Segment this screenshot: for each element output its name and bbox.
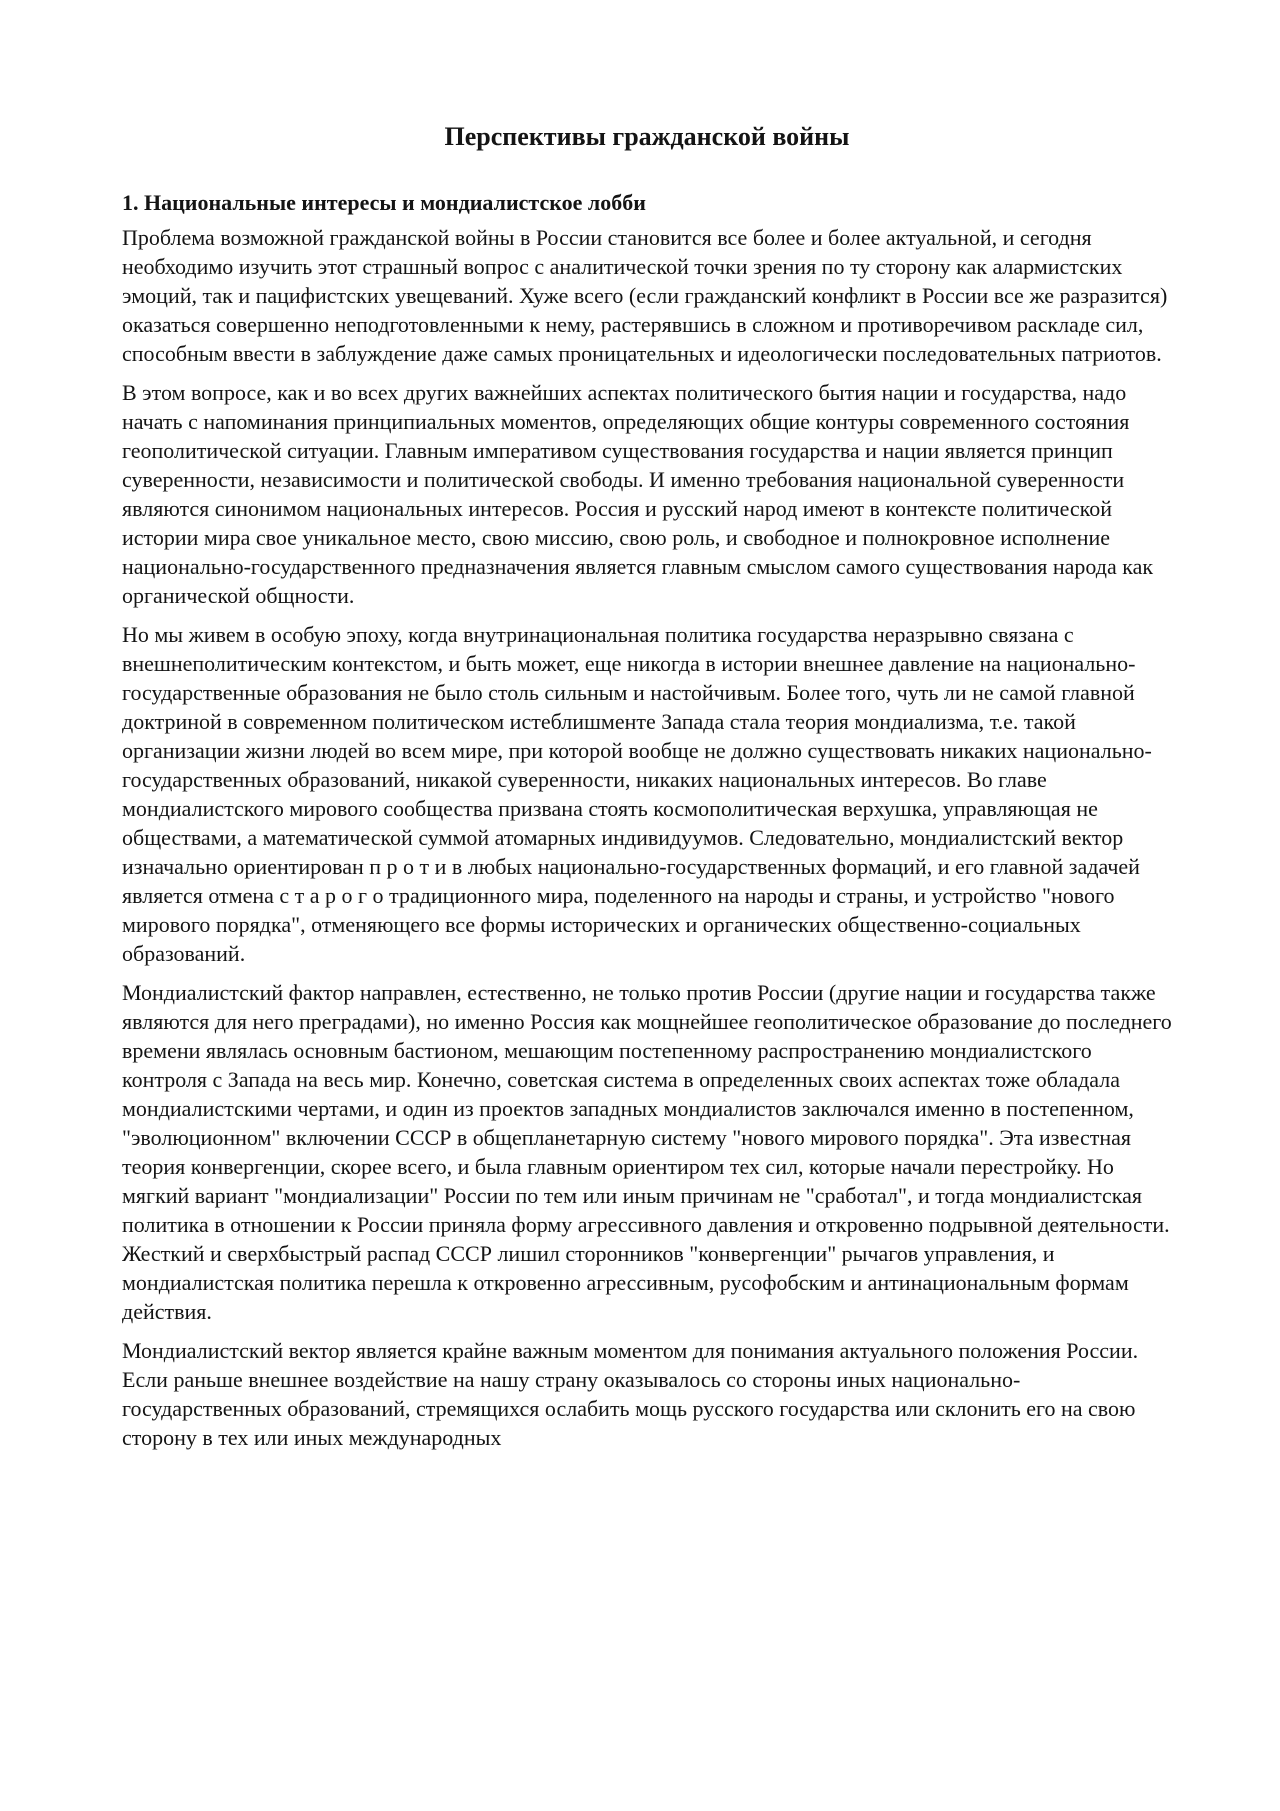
paragraph-2: В этом вопросе, как и во всех других важнейших аспектах политического бытия нации и государства, надо начать с напоминания принципиальных моментов, определяющих общие контуры современного состояния геополитической ситуации. Главным императивом существования государства и нации является принцип суверенности, независимости и политической свободы. И именно требования национальной суверенности являются синонимом национальных интересов. Россия и русский народ имеют в контексте политической истории мира свое уникальное место, свою миссию, свою роль, и свободное и полнокровное исполнение национально-государственного предназначения является главным смыслом самого существования народа как органической общности. [122, 380, 1154, 608]
document-title: Перспективы гражданской войны [444, 122, 850, 151]
paragraph-1: Проблема возможной гражданской войны в России становится все более и более актуальной, и сегодня необходимо изучить этот страшный вопрос с аналитической точки зрения по ту сторону как алармистских эмоций, так и пацифистских увещеваний. Хуже всего (если гражданский конфликт в России все же разразится) оказаться совершенно неподготовленными к нему, растерявшись в сложном и противоречивом раскладе сил, способным ввести в заблуждение даже самых проницательных и идеологически последовательных патриотов. [122, 225, 1168, 366]
paragraph-3: Но мы живем в особую эпоху, когда внутринациональная политика государства неразрывно связана с внешнеполитическим контекстом, и быть может, еще никогда в истории внешнее давление на национально-государственные образования не было столь сильным и настойчивым. Более того, чуть ли не самой главной доктриной в современном политическом истеблишменте Запада стала теория мондиализма, т.е. такой организации жизни людей во всем мире, при которой вообще не должно существовать никаких национально-государственных образований, никакой суверенности, никаких национальных интересов. Во главе мондиалистского мирового сообщества призвана стоять космополитическая верхушка, управляющая не обществами, а математической суммой атомарных индивидуумов. Следовательно, мондиалистский вектор изначально ориентирован п р о т и в любых национально-государственных формаций, и его главной задачей является отмена с т а р о г о традиционного мира, поделенного на народы и страны, и устройство "нового мирового порядка", отменяющего все формы исторических и органических общественно-социальных образований. [122, 622, 1152, 966]
paragraph-4: Мондиалистский фактор направлен, естественно, не только против России (другие нации и государства также являются для него преградами), но именно Россия как мощнейшее геополитическое образование до последнего времени являлась основным бастионом, мешающим постепенному распространению мондиалистского контроля с Запада на весь мир. Конечно, советская система в определенных своих аспектах тоже обладала мондиалистскими чертами, и один из проектов западных мондиалистов заключался именно в постепенном, "эволюционном" включении СССР в общепланетарную систему "нового мирового порядка". Эта известная теория конвергенции, скорее всего, и была главным ориентиром тех сил, которые начали перестройку. Но мягкий вариант "мондиализации" России по тем или иным причинам не "сработал", и тогда мондиалистская политика в отношении к России приняла форму агрессивного давления и откровенно подрывной деятельности. Жесткий и сверхбыстрый распад СССР лишил сторонников "конвергенции" рычагов управления, и мондиалистская политика перешла к откровенно агрессивным, русофобским и антинациональным формам действия. [122, 980, 1172, 1324]
section-heading: 1. Национальные интересы и мондиалистское лобби [122, 190, 646, 215]
paragraph-5: Мондиалистский вектор является крайне важным моментом для понимания актуального положения России. Если раньше внешнее воздействие на нашу страну оказывалось со стороны иных национально-государственных образований, стремящихся ослабить мощь русского государства или склонить его на свою сторону в тех или иных международных [122, 1338, 1139, 1450]
document-page [122, 120, 1172, 1462]
